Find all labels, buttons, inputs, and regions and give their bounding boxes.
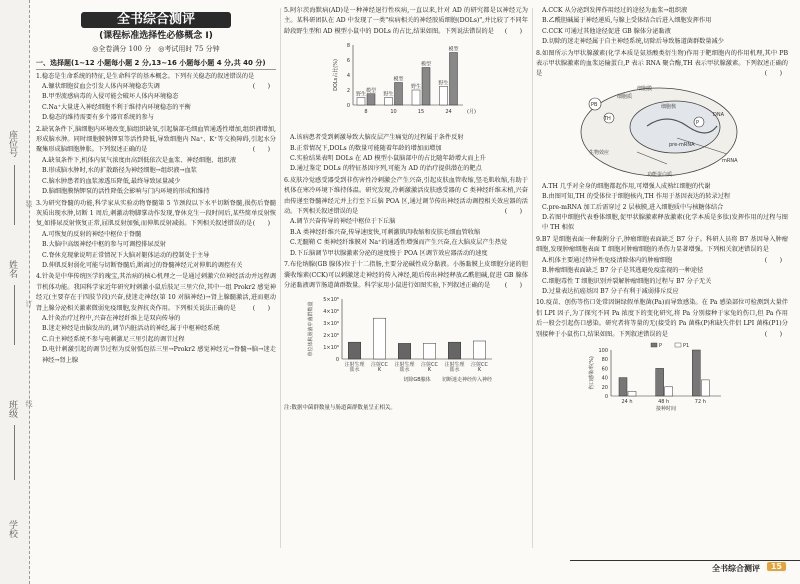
diagram-label: 细胞核 (661, 103, 677, 110)
x-tick-label: 48 h (658, 398, 670, 405)
series-label: 野生 (438, 80, 449, 87)
question-stem: 8.如图所示为甲状腺激素(化学本质是氨基酸类衍生物)作用于靶细胞内的作用机理,其中 PB 表示甲状腺激素的血浆运输蛋白,P 表示 RNA 聚合酶,TH 表示甲状腺激素。下列叙述正确的是 (536, 49, 788, 78)
binding-margin (0, 0, 33, 584)
cut-mark: 订 (25, 300, 33, 307)
y-tick-label: 20 (601, 384, 608, 391)
page-subtitle: (课程标准选择性必修概念 I) (99, 31, 213, 42)
x-tick-label: 注射生理 (394, 362, 415, 369)
y-axis-label: 伤口感染率(%) (589, 356, 595, 390)
legend-swatch (675, 343, 681, 347)
question-9: 9.B7 是细胞表面一种黏附分子,肿瘤细胞表面缺乏 B7 分子。科研人员将 B7 基因导入肿瘤细胞,发现肿瘤细胞表面 T 细胞对肿瘤细胞的杀伤力显著增强。下列相关叙述错误的是 ( ) A.机体主要通过特异性免疫清除体内的肿瘤细胞 B.肿瘤细胞表面缺乏 B7 分子是其逃避免疫监视的一种途径 C.细胞毒性 T 细胞识别并裂解肿瘤细胞的过程与 B7 分子无关 D.过量表达抗癌基因 B7 分子有利于减弱排斥反应 (536, 235, 788, 297)
name-line (14, 285, 15, 345)
option: D.稳态的维持需要有多个器官系统的参与 (42, 114, 154, 122)
page-number: 15 (767, 562, 786, 571)
bar (357, 98, 365, 106)
bar (628, 391, 636, 396)
y-tick-label: 0 (604, 393, 608, 400)
column-3 (536, 6, 788, 566)
option: D.通过鉴定 DOLs 的特征基因序列,可能为 AD 的治疗提供潜在的靶点 (290, 165, 482, 173)
question-stem: 10.疫苗、创伤等伤口处常因铜绿假单胞菌(Pa)而导致感染。在 Pa 感染部位可检测到大量伴侣 LPI 因子,为了探究不同 Pa 浓度下的变化研究,将 Pa 分别接种于家兔的伤口,但 Pa 作用后一般会引起伤口感染。研究者将等量的无(接受的 Pa 菌株(P)和缺失伴侣 LPI 菌株(P1)分别接种于小鼠伤口,结果如图。下列叙述错误的是 (536, 299, 788, 338)
diagram-label: TH (604, 115, 611, 122)
diagram-label: PB (591, 101, 598, 108)
y-tick-label: 8 (346, 43, 350, 50)
option: A.该病患者受到刺激导致大脑皮层产生痛觉的过程属于条件反射 (290, 134, 464, 142)
x-tick-label: 注射CC (471, 362, 488, 369)
x-axis-label: (月) (467, 109, 476, 116)
question-3: 3.为研究脊髓的功能,科学家从实验动物脊髓第 5 节颈段以下水平切断脊髓,损伤后脊髓灰质出现水肿,切断 1 周后,刺激动物脚掌动作发现,脊休克生一段时间后,某些简单反射恢复,如排尿反射恢复正常,屈肌反射加强,而伸肌反射减弱。下列相关叙述错误的是 ( ) A.可恢复的反射的神经中枢位于脊髓 B.大脑中高级神经中枢的参与可调控排尿反射 C.脊休克现象说明正常情况下大脑对躯体运动的控制处于主导 D.伸肌反射弱化可能与切断脊髓后,断离过的脊髓神经元对伸肌的调控有关 (36, 199, 276, 272)
y-tick-label: 100 (598, 347, 608, 354)
question-stem: 9.B7 是细胞表面一种黏附分子,肿瘤细胞表面缺乏 B7 分子。科研人员将 B7 基因导入肿瘤细胞,发现肿瘤细胞表面 T 细胞对肿瘤细胞的杀伤力显著增强。下列相关叙述错误的是 (536, 235, 788, 254)
bar (473, 341, 486, 359)
cut-mark: 装 (25, 200, 33, 207)
series-label: 野生 (355, 91, 367, 98)
option: B.大脑中高级神经中枢的参与可调控排尿反射 (42, 241, 167, 249)
question-2: 2.缺氧条件下,脑细胞内环境改变,脑组织缺氧,引起脑部毛细血管通透性增加,组织液增加,形成脑水肿。同时细胞膜钠钾泵等活性降低,导致细胞内 Na⁺、K⁺等交换障碍,引起水分聚集形成脑细胞肿胀。下列叙述正确的是 ( ) A.缺氧条件下,机体内氧气浓度由高到低依次是血浆、神经细胞、组织液 B.形成脑水肿时,水的扩散路径为神经细胞→组织液→血浆 C.脑水肿患者的血浆渗透压降低,最终导致尿量减少 D.脑细胞膜钠钾泵的活性降低会影响与门内环境的形成和维持 (36, 125, 276, 198)
bar (692, 350, 700, 396)
column-2 (284, 6, 528, 578)
column-divider (280, 8, 281, 548)
option: B.由图可知,TH 的受体位于细胞核内,TH 作用于基因表达的转录过程 (542, 193, 731, 201)
question-8: 8.如图所示为甲状腺激素(化学本质是氨基酸类衍生物)作用于靶细胞内的作用机理,其中 PB 表示甲状腺激素的血浆运输蛋白,P 表示 RNA 聚合酶,TH 表示甲状腺激素。下列叙述正确的是 ( ) 细胞膜 细胞质 细胞核 PB TH P DNA pre-mRNA mRNA 生物效应 功能蛋白质 A.TH 几乎对全身的细胞都起作用,可增强人成熟红细胞的代谢 B.由图可知,TH 的受体位于细胞核内,TH 作用于基因表达的转录过程 C.pre-mRNA 加工后需穿过 2 层核膜,进入细胞质中与核糖体结合 D.若图中细胞代表垂体细胞,促甲状腺激素释放激素(化学本质是多肽)发挥作用的过程与图中 TH 相似 (536, 49, 788, 234)
page-footer (570, 560, 800, 574)
question-5: 5.阿尔茨海默病(AD)是一种神经退行性疾病,一直以来,针对 AD 的研究都是以神经元为主。某科研团队在 AD 中发现了一类"疾病相关的神经胶质细胞(DOLs)",并比较了不同年龄段野生型和 AD 模型小鼠中的 DOLs 的占比,结果如图。下列说法错误的是 ( ) 0 2 4 6 8 DOLs占比(%) 野生 模型 8 野生 模型 10 野生 模型 15 野生 模型 24 (月) A.该病患者受到刺激导致大脑皮层产生痛觉的过程属于条件反射 B.正常情况下,DOLs 的数量可能随着年龄的增加而增加 C.实验结果表明 DOLs 在 AD 模型小鼠脑部中的占比随年龄增大而上升 D.通过鉴定 DOLs 的特征基因序列,可能为 AD 的治疗提供潜在的靶点 (284, 6, 528, 175)
y-tick-label: 3×10⁶ (323, 321, 339, 328)
x-tick-label: 72 h (694, 398, 706, 405)
infection-rate-bar-chart (587, 342, 737, 414)
question-10: 10.疫苗、创伤等伤口处常因铜绿假单胞菌(Pa)而导致感染。在 Pa 感染部位可检测到大量伴侣 LPI 因子,为了探究不同 Pa 浓度下的变化研究,将 Pa 分别接种于家兔的伤口,但 Pa 作用后一般会引起伤口感染。研究者将等量的无(接受的 Pa 菌株(P)和缺失伴侣 LPI 菌株(P1)分别接种于小鼠伤口,结果如图。下列叙述错误的是 ( ) 0 20 40 60 80 100 伤口感染率(%) P P1 24 h 48 h 72 h 接种时间 (536, 299, 788, 412)
x-tick-label: 8 (364, 109, 368, 116)
class-label: 班级 (7, 400, 17, 418)
x-tick-label: 24 h (621, 398, 633, 405)
series-label: 野生 (383, 91, 394, 98)
seat-number-line (14, 165, 15, 225)
y-axis-label: 单位体积肠液中菌群数量 (308, 301, 314, 357)
bar (398, 344, 411, 360)
section-heading: 一、选择题(1~12 小题每小题 2 分,13~16 小题每小题 4 分,共 40 分) (36, 58, 276, 69)
group-label: 切断迷走神经传入神经 (441, 377, 493, 384)
figure-note: 注:数据中菌群数量与肠道菌群数量呈正相关。 (284, 405, 396, 412)
series-label: 模型 (393, 76, 404, 83)
x-tick-label: 注射生理 (344, 362, 365, 369)
question-1: 1.稳态是生命系统的特征,是生命科学的基本概念。下列有关稳态的叙述错误的是 ( ) A.镰状细胞贫血会引发人体内环境稳态失调 B.甲型流感病毒的入侵可能会破坏人体内环境稳态 C.Na⁺大量进入神经细胞不利于维持内环境稳态的平衡 D.稳态的维持需要有多个器官系统的参与 (36, 72, 276, 124)
option: A.机体主要通过特异性免疫清除体内的肿瘤细胞 (542, 256, 673, 264)
class-line (14, 425, 15, 480)
school-label: 学校 (7, 520, 17, 538)
column-divider (532, 8, 533, 548)
question-stem: 1.稳态是生命系统的特征,是生命科学的基本概念。下列有关稳态的叙述错误的是 (36, 72, 255, 80)
question-stem: 4.针灸是中华传统医学的瑰宝,其治病的核心机理之一是通过刺激穴位神经活动并远程调节机体功能。我国科学家近年研究时刺激小鼠后肢足三里穴位,其中一组 Prokr2 感觉神经元(主要存在于四肢节段)兴奋,使迷走神经(第 10 对脑神经)→肾上腺髓激活,进而驱动肾上腺分泌相关激素微弱免疫细胞,发挥抗炎作用。下列相关说法正确的是 (36, 273, 276, 312)
question-stem: 3.为研究脊髓的功能,科学家从实验动物脊髓第 5 节颈段以下水平切断脊髓,损伤后脊髓灰质出现水肿,切断 1 周后,刺激动物脚掌动作发现,脊休克生一段时间后,某些简单反射恢复,如排尿反射恢复正常,屈肌反射加强,而伸肌反射减弱。下列相关叙述错误的是 (36, 199, 276, 228)
question-stem: 7.布伦纳腺(GB 腺体)位于十二指肠,主要分泌碱性成分黏液。小肠黏膜上皮细胞分泌的胆囊收缩素(CCK)可以刺激迷走神经的传入神经,随后传出神经释放乙酰胆碱,促进 GB 腺体分泌黏液调节肠道菌群数量。科学家用小鼠进行如图实验,下列叙述正确的是 (284, 261, 528, 289)
question-7: 7.布伦纳腺(GB 腺体)位于十二指肠,主要分泌碱性成分黏液。小肠黏膜上皮细胞分泌的胆囊收缩素(CCK)可以刺激迷走神经的传入神经,随后传出神经释放乙酰胆碱,促进 GB 腺体分泌黏液调节肠道菌群数量。科学家用小鼠进行如图实验,下列叙述正确的是 ( ) 0 1×10⁶ 2×10⁶ 3×10⁶ 4×10⁶ 5×10⁶ 单位体积肠液中菌群数量 注射生理 盐水 注射CC K 注射生理 盐水 注射CC K 注射生理 盐水 注射CC K 切除GB腺体 切断迷走神经传入神经 注:数据中菌群数量与肠道菌群数量呈正相关。 (284, 260, 528, 414)
x-axis-label: 接种时间 (655, 405, 677, 412)
bar (450, 53, 458, 106)
diagram-label: 生物效应 (589, 149, 610, 156)
diagram-label: 细胞质 (617, 93, 633, 100)
y-tick-label: 2×10⁶ (323, 333, 339, 340)
option: D.过量表达抗癌基因 B7 分子有利于减弱排斥反应 (542, 287, 679, 295)
gb-gland-bar-chart (306, 293, 506, 401)
option: A.镰状细胞贫血会引发人体内环境稳态失调 (42, 83, 160, 91)
diagram-label: pre-mRNA (669, 141, 695, 148)
series-label: 模型 (420, 61, 432, 68)
x-tick-label: 盐水 (399, 367, 410, 374)
x-tick-label: 10 (390, 109, 397, 116)
page-title: 全书综合测评 (81, 12, 231, 28)
x-tick-label: 注射CC (371, 362, 388, 369)
option: B.甲型流感病毒的入侵可能会破坏人体内环境稳态 (42, 93, 179, 101)
question-stem: 6.皮肤冷觉感受器受到非伤害性冷刺激会产生兴奋,引起皮肤血管收缩,竖毛肌收缩,有助于机体在寒冷环境下维持体温。研究发现,冷刺激激活皮肤感受器的 C 类神经纤维末梢,兴奋由传递至脊髓神经元并上行至下丘脑 POA 区,通过调节传出神经活动调控相关效应器的活动。下列相关叙述错误的是 (284, 176, 528, 216)
option: A.缺氧条件下,机体内氧气浓度由高到低依次是血浆、神经细胞、组织液 (42, 156, 237, 164)
bar (367, 94, 375, 105)
bar (412, 90, 420, 105)
option: D.若图中细胞代表垂体细胞,促甲状腺激素释放激素(化学本质是多肽)发挥作用的过程与图中 TH 相似 (542, 214, 788, 232)
x-tick-label: K (477, 367, 482, 374)
x-tick-label: 盐水 (449, 367, 460, 374)
question-4: 4.针灸是中华传统医学的瑰宝,其治病的核心机理之一是通过刺激穴位神经活动并远程调节机体功能。我国科学家近年研究时刺激小鼠后肢足三里穴位,其中一组 Prokr2 感觉神经元(主要存在于四肢节段)兴奋,使迷走神经(第 10 对脑神经)→肾上腺髓激活,进而驱动肾上腺分泌相关激素微弱免疫细胞,发挥抗炎作用。下列相关说法正确的是 ( ) A.针灸治疗过程中,兴奋在神经纤维上是双向传导的 B.迷走神经是由脑发出的,调节内脏活动的神经,属于中枢神经系统 C.自主神经系统不参与电刺激足三里引起的调节过程 D.电针刺激引起的调节过程为反射弧包括三里→Prokr2 感觉神经元→脊髓→脑→迷走神经→肾上腺 (36, 272, 276, 366)
name-label: 姓名 (7, 260, 17, 278)
option: D.伸肌反射弱化可能与切断脊髓后,断离过的脊髓神经元对伸肌的调控有关 (42, 261, 243, 269)
bar (385, 98, 393, 106)
bar (373, 319, 386, 360)
option: B.乙酰胆碱属于神经递质,与腺上受体结合后进入细胞发挥作用 (542, 17, 712, 25)
dols-bar-chart (331, 39, 481, 131)
bar (395, 83, 403, 106)
y-tick-label: 6 (346, 58, 350, 65)
y-tick-label: 0 (335, 357, 339, 364)
y-tick-label: 60 (601, 366, 608, 373)
option: C.无髓鞘 C 类神经纤维膜对 Na⁺的通透性增强而产生兴奋,在大脑皮层产生热觉 (290, 239, 508, 247)
option: C.CCK 可通过其他途径促进 GB 腺体分泌黏液 (542, 27, 671, 35)
thyroid-hormone-diagram (577, 82, 747, 180)
x-tick-label: 24 (445, 109, 452, 116)
y-tick-label: 0 (346, 103, 350, 110)
option: C.自主神经系统不参与电刺激足三里引起的调节过程 (42, 335, 185, 343)
option: C.Na⁺大量进入神经细胞不利于维持内环境稳态的平衡 (42, 103, 191, 111)
y-tick-label: 4×10⁶ (323, 309, 339, 316)
exam-meta: ◎全卷满分 100 分 ◎考试用时 75 分钟 (92, 44, 220, 53)
y-tick-label: 5×10⁶ (323, 297, 339, 304)
option: A.TH 几乎对全身的细胞都起作用,可增强人成熟红细胞的代谢 (542, 182, 711, 190)
option: C.脊休克现象说明正常情况下大脑对躯体运动的控制处于主导 (42, 251, 210, 259)
option: C.脑水肿患者的血浆渗透压降低,最终导致尿量减少 (42, 177, 181, 185)
bar (448, 343, 461, 360)
bar (619, 378, 627, 396)
x-tick-label: 注射生理 (444, 362, 465, 369)
question-7-options (536, 6, 788, 48)
diagram-label: mRNA (722, 157, 738, 164)
x-tick-label: 注射CC (421, 362, 438, 369)
option: B.形成脑水肿时,水的扩散路径为神经细胞→组织液→血浆 (42, 167, 197, 175)
cut-mark: 线 (25, 400, 33, 407)
option: C.细胞毒性 T 细胞识别并裂解肿瘤细胞的过程与 B7 分子无关 (542, 277, 712, 285)
option: D.脑细胞膜钠钾泵的活性降低会影响与门内环境的形成和维持 (42, 188, 210, 196)
x-tick-label: K (427, 367, 432, 374)
bar (665, 387, 673, 396)
option: C.pre-mRNA 加工后需穿过 2 层核膜,进入细胞质中与核糖体结合 (542, 203, 724, 211)
question-stem: 2.缺氧条件下,脑细胞内环境改变,脑组织缺氧,引起脑部毛细血管通透性增加,组织液增加,形成脑水肿。同时细胞膜钠钾泵等活性降低,导致细胞内 Na⁺、K⁺等交换障碍,引起水分聚集形成脑细胞肿胀。下列叙述正确的是 (36, 125, 276, 154)
series-label: 模型 (448, 46, 459, 53)
bar (348, 343, 361, 360)
bar (422, 68, 430, 106)
series-label: 模型 (365, 87, 377, 94)
footer-title: 全书综合测评 (712, 564, 760, 573)
column-1 (36, 6, 276, 578)
option: B.肿瘤细胞表面缺乏 B7 分子是其逃避免疫监视的一种途径 (542, 267, 704, 275)
legend-label: P1 (683, 342, 690, 349)
diagram-label: P (696, 119, 700, 126)
option: C.实验结果表明 DOLs 在 AD 模型小鼠脑部中的占比随年龄增大而上升 (290, 155, 486, 163)
option: B.迷走神经是由脑发出的,调节内脏活动的神经,属于中枢神经系统 (42, 325, 220, 333)
group-label: 切除GB腺体 (403, 377, 431, 384)
y-tick-label: 4 (346, 73, 350, 80)
question-6: 6.皮肤冷觉感受器受到非伤害性冷刺激会产生兴奋,引起皮肤血管收缩,竖毛肌收缩,有助于机体在寒冷环境下维持体温。研究发现,冷刺激激活皮肤感受器的 C 类神经纤维末梢,兴奋由传递至脊髓神经元并上行至下丘脑 POA 区,通过调节传出神经活动调控相关效应器的活动。下列相关叙述错误的是 ( ) A.调节兴奋传导的神经中枢位于下丘脑 B.A 类神经纤维兴奋,传导速度快,可刺激肌肉收缩和皮肤毛细血管收缩 C.无髓鞘 C 类神经纤维膜对 Na⁺的通透性增强而产生兴奋,在大脑皮层产生热觉 D.下丘脑调节甲状腺激素分泌的速度慢于 POA 区调节效应器活动的速度 (284, 176, 528, 259)
option: A.CCK 从分泌到发挥作用经过的途径为血浆→组织液 (542, 7, 688, 14)
series-label: 野生 (410, 84, 422, 91)
y-tick-label: 2 (346, 88, 350, 95)
x-tick-label: 15 (417, 109, 425, 116)
bar (423, 344, 436, 360)
legend-label: P (659, 342, 663, 349)
option: A.针灸治疗过程中,兴奋在神经纤维上是双向传导的 (42, 314, 181, 322)
option: D.电针刺激引起的调节过程为反射弧包括三里→Prokr2 感觉神经元→脊髓→脑→迷走神经→肾上腺 (42, 346, 276, 364)
y-tick-label: 40 (601, 375, 608, 382)
option: D.切除的迷走神经属于自主神经系统,切除后导致肠道菌群数量减少 (542, 38, 724, 46)
y-tick-label: 1×10⁶ (323, 345, 339, 352)
bar (440, 86, 448, 105)
option: A.可恢复的反射的神经中枢位于脊髓 (42, 230, 142, 238)
seat-number-label: 座位号 (7, 130, 17, 157)
option: B.A 类神经纤维兴奋,传导速度快,可刺激肌肉收缩和皮肤毛细血管收缩 (290, 228, 481, 236)
diagram-label: 功能蛋白质 (647, 171, 673, 178)
x-tick-label: 盐水 (349, 367, 360, 374)
question-stem: 5.阿尔茨海默病(AD)是一种神经退行性疾病,一直以来,针对 AD 的研究都是以神经元为主。某科研团队在 AD 中发现了一类"疾病相关的神经胶质细胞(DOLs)",并比较了不同年龄段野生型和 AD 模型小鼠中的 DOLs 的占比,结果如图。下列说法错误的是 (284, 7, 528, 35)
y-tick-label: 80 (601, 357, 608, 364)
y-axis-label: DOLs占比(%) (333, 59, 339, 92)
option: A.调节兴奋传导的神经中枢位于下丘脑 (290, 218, 396, 226)
diagram-label: DNA (713, 111, 725, 118)
option: B.正常情况下,DOLs 的数量可能随着年龄的增加而增加 (290, 144, 442, 152)
diagram-label: 细胞膜 (637, 85, 653, 92)
legend-swatch (651, 343, 657, 347)
x-tick-label: K (377, 367, 382, 374)
option: D.下丘脑调节甲状腺激素分泌的速度慢于 POA 区调节效应器活动的速度 (290, 249, 488, 257)
bar (656, 368, 664, 396)
bar (701, 380, 709, 396)
